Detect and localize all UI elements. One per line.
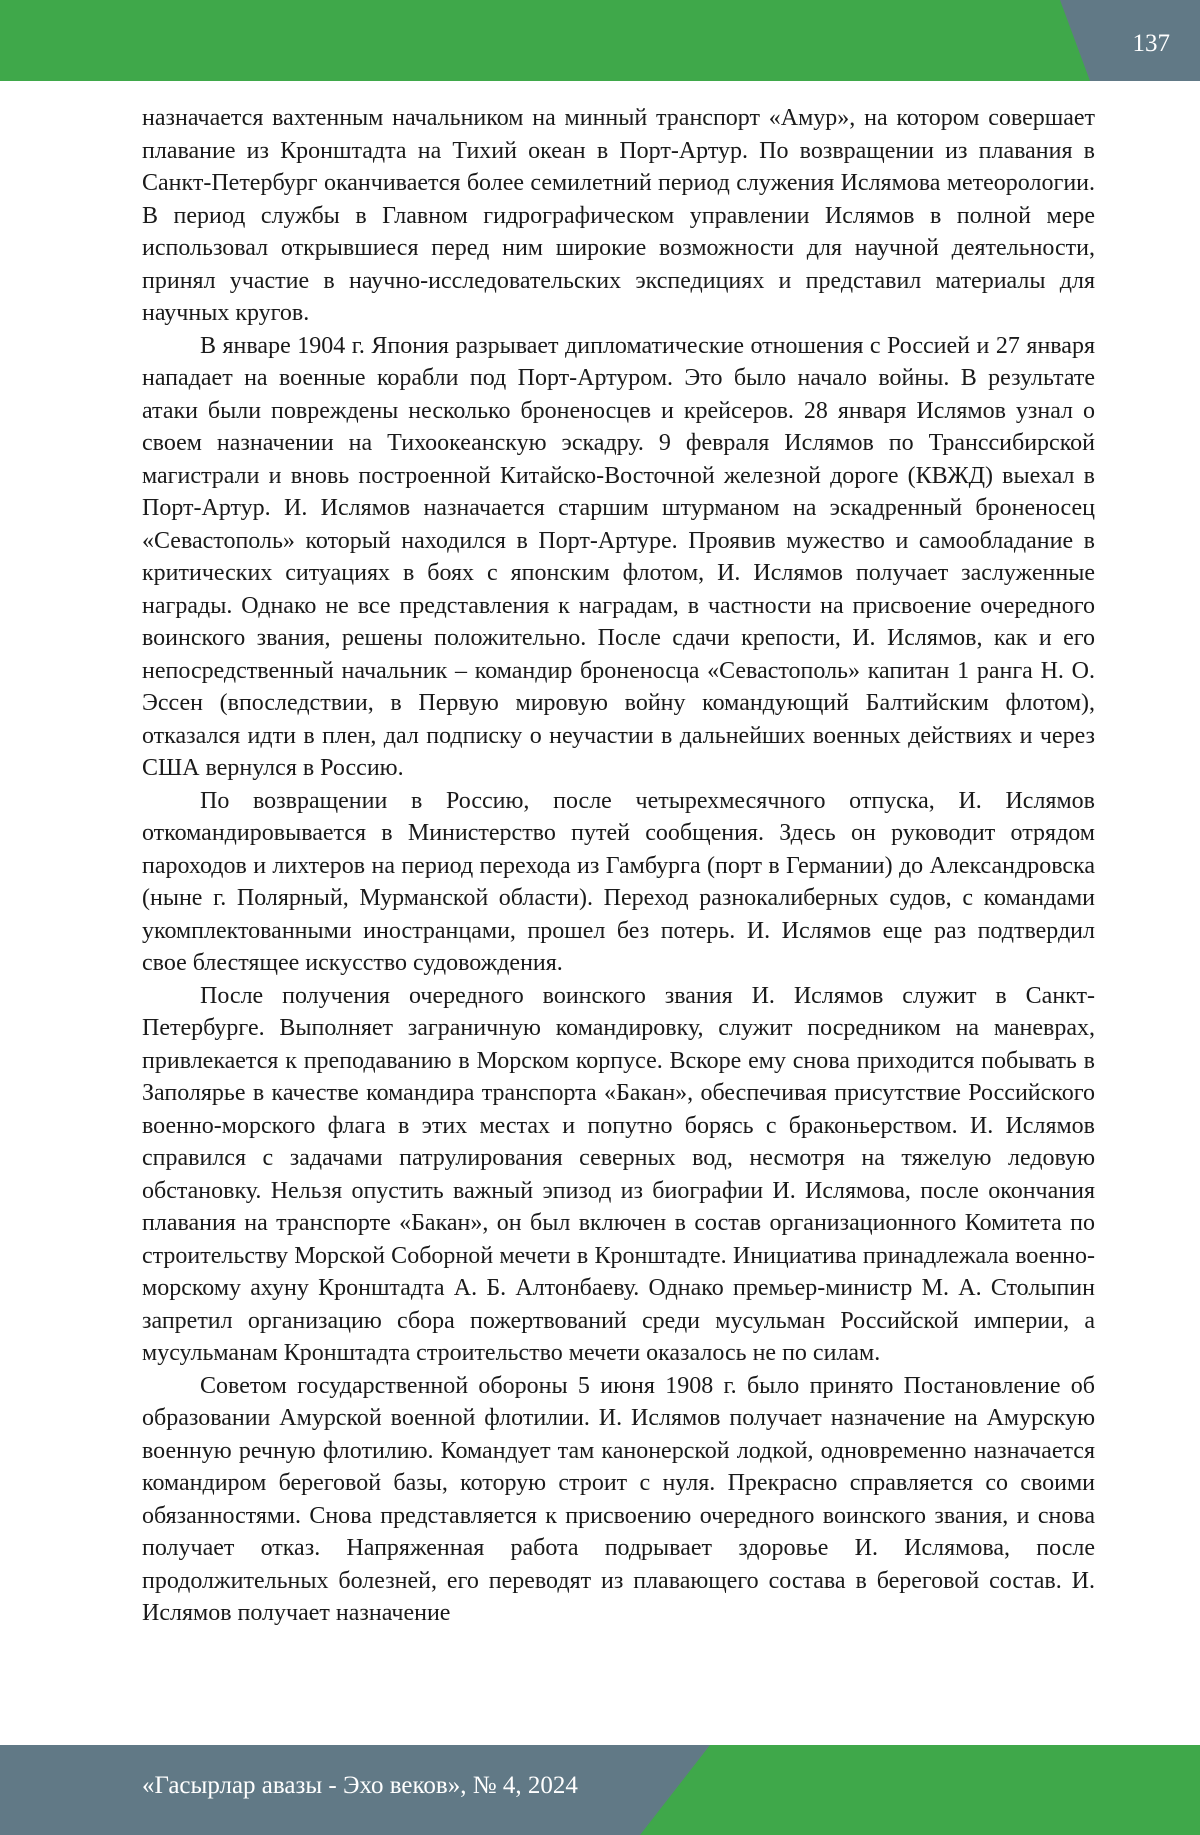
- paragraph-4: После получения очередного воинского звания И. Ислямов служит в Санкт-Петербурге. Выполняет заграничную командировку, служит посредником на маневрах, привлекается к преподаванию в Морском корпусе. Вскоре ему снова приходится побывать в Заполярье в качестве командира транспорта «Бакан», обеспечивая присутствие Российского военно-морского флага в этих местах и попутно борясь с браконьерством. И. Ислямов справился с задачами патрулирования северных вод, несмотря на тяжелую ледовую обстановку. Нельзя опустить важный эпизод из биографии И. Ислямова, после окончания плавания на транспорте «Бакан», он был включен в состав организационного Комитета по строительству Морской Соборной мечети в Кронштадте. Инициатива принадлежала военно-морскому ахуну Кронштадта А. Б. Алтонбаеву. Однако премьер-министр М. А. Столыпин запретил организацию сбора пожертвований среди мусульман Российской империи, а мусульманам Кронштадта строительство мечети оказалось не по силам.: [142, 980, 1095, 1370]
- page-number: 137: [1133, 30, 1171, 58]
- header-band: [0, 0, 1200, 81]
- paragraph-3: По возвращении в Россию, после четырехмесячного отпуска, И. Ислямов откомандировывается в Министерство путей сообщения. Здесь он руководит отрядом пароходов и лихтеров на период перехода из Гамбурга (порт в Германии) до Александровска (ныне г. Полярный, Мурманской области). Переход разнокалиберных судов, с командами укомплектованными иностранцами, прошел без потерь. И. Ислямов еще раз подтвердил свое блестящее искусство судовождения.: [142, 785, 1095, 980]
- article-body: [142, 102, 1095, 1630]
- paragraph-2: В январе 1904 г. Япония разрывает дипломатические отношения с Россией и 27 января нападает на военные корабли под Порт-Артуром. Это было начало войны. В результате атаки были повреждены несколько броненосцев и крейсеров. 28 января Ислямов узнал о своем назначении на Тихоокеанскую эскадру. 9 февраля Ислямов по Транссибирской магистрали и вновь построенной Китайско-Восточной железной дороге (КВЖД) выехал в Порт-Артур. И. Ислямов назначается старшим штурманом на эскадренный броненосец «Севастополь» который находился в Порт-Артуре. Проявив мужество и самообладание в критических ситуациях в боях с японским флотом, И. Ислямов получает заслуженные награды. Однако не все представления к наградам, в частности на присвоение очередного воинского звания, решены положительно. После сдачи крепости, И. Ислямов, как и его непосредственный начальник – командир броненосца «Севастополь» капитан 1 ранга Н. О. Эссен (впоследствии, в Первую мировую войну командующий Балтийским флотом), отказался идти в плен, дал подписку о неучастии в дальнейших военных действиях и через США вернулся в Россию.: [142, 330, 1095, 785]
- journal-title: «Гасырлар авазы - Эхо веков», № 4, 2024: [142, 1772, 578, 1800]
- paragraph-1: назначается вахтенным начальником на минный транспорт «Амур», на котором совершает плавание из Кронштадта на Тихий океан в Порт-Артур. По возвращении из плавания в Санкт-Петербург оканчивается более семилетний период служения Ислямова метеорологии. В период службы в Главном гидрографическом управлении Ислямов в полной мере использовал открывшиеся перед ним широкие возможности для научной деятельности, принял участие в научно-исследовательских экспедициях и представил материалы для научных кругов.: [142, 102, 1095, 330]
- paragraph-5: Советом государственной обороны 5 июня 1908 г. было принято Постановление об образовании Амурской военной флотилии. И. Ислямов получает назначение на Амурскую военную речную флотилию. Командует там канонерской лодкой, одновременно назначается командиром береговой базы, которую строит с нуля. Прекрасно справляется со своими обязанностями. Снова представляется к присвоению очередного воинского звания, и снова получает отказ. Напряженная работа подрывает здоровье И. Ислямова, после продолжительных болезней, его переводят из плавающего состава в береговой состав. И. Ислямов получает назначение: [142, 1370, 1095, 1630]
